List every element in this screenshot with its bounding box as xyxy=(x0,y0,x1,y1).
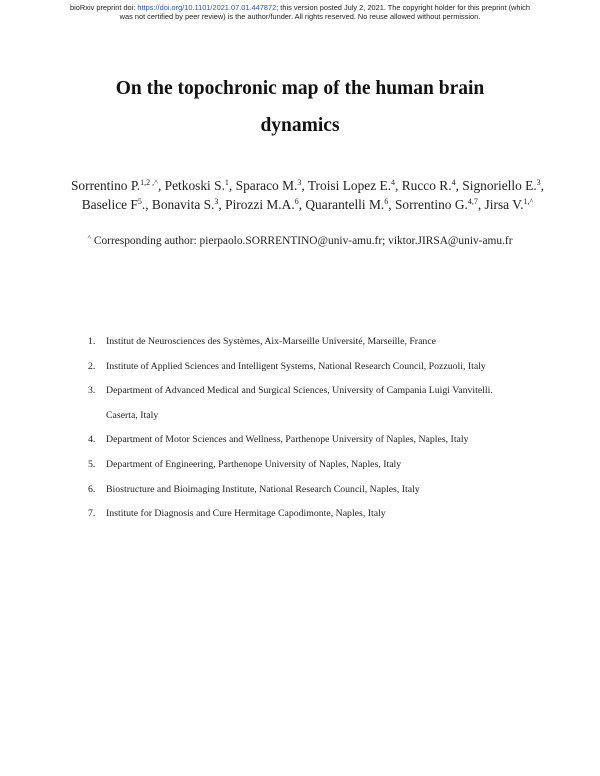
author-name: Signoriello E. xyxy=(462,178,537,193)
affiliation-item xyxy=(88,379,578,428)
affiliation-text: Institut de Neurosciences des Systèmes, Aix-Marseille Université, Marseille, France xyxy=(106,336,437,347)
affiliation-text: Department of Engineering, Parthenope University of Naples, Naples, Italy xyxy=(106,458,402,470)
author-list xyxy=(40,176,575,214)
affiliation-text-cont: Caserta, Italy xyxy=(106,409,159,421)
author-name: Sparaco M. xyxy=(235,178,298,193)
author-name: Sorrentino G. xyxy=(394,197,468,212)
title-line-2: dynamics xyxy=(260,115,340,136)
author-name: Petkoski S. xyxy=(164,178,225,193)
author-affil: 6 xyxy=(294,197,299,206)
author-line-1: Sorrentino P.$^{1,2 ,\^{}}$, Petkoski S.$^1$, Sparaco M.$^3$, Troisi Lopez E.$^4$, Rucco R.$^4$, Signoriello E.$^3$, xyxy=(70,178,545,193)
author-affil: 4,7 xyxy=(467,197,478,206)
corresponding-mark: ^ xyxy=(87,233,92,242)
affiliation-text: Institute for Diagnosis and Cure Hermitage Capodimonte, Naples, Italy xyxy=(106,508,386,520)
author-name: Sorrentino P. xyxy=(70,178,141,193)
affiliation-list xyxy=(88,330,578,527)
author-affil: 3 xyxy=(536,178,541,187)
affiliation-number: 6. xyxy=(88,483,96,495)
banner-suffix: ; this version posted July 2, 2021. The copyright holder for this preprint (which xyxy=(276,3,530,12)
affiliation-number: 2. xyxy=(88,360,96,372)
author-name: Pirozzi M.A. xyxy=(225,197,295,212)
affiliation-text: Biostructure and Bioimaging Institute, National Research Council, Naples, Italy xyxy=(106,483,420,495)
author-affil: 4 xyxy=(391,178,396,187)
banner-line-2: was not certified by peer review) is the author/funder. All rights reserved. No reuse allowed without permission. xyxy=(119,12,481,21)
affiliation-item xyxy=(88,502,578,527)
doi-link[interactable]: https://doi.org/10.1101/2021.07.01.447872 xyxy=(137,3,277,12)
affiliation-number: 4. xyxy=(88,434,96,446)
author-affil: 5 xyxy=(137,197,142,206)
affiliation-item xyxy=(88,330,578,355)
affiliation-item xyxy=(88,453,578,478)
author-name: Jirsa V. xyxy=(484,197,524,212)
author-affil: 4 xyxy=(451,178,456,187)
affiliation-number: 5. xyxy=(88,458,96,470)
affiliation-number: 3. xyxy=(88,385,96,397)
author-affil: 1 xyxy=(224,178,229,187)
corresponding-author xyxy=(0,235,600,247)
corresponding-text: Corresponding author: pierpaolo.SORRENTINO@univ-amu.fr; viktor.JIRSA@univ-amu.fr xyxy=(91,235,513,247)
affiliation-item xyxy=(88,428,578,453)
title-line-1: On the topochronic map of the human brain xyxy=(115,78,485,99)
banner-prefix: bioRxiv preprint doi: xyxy=(70,3,138,12)
author-name: Bonavita S. xyxy=(151,197,215,212)
author-affil: 3 xyxy=(214,197,219,206)
affiliation-text: Department of Advanced Medical and Surgical Sciences, University of Campania Luigi Vanvitelli. xyxy=(106,385,493,397)
affiliation-number: 7. xyxy=(88,508,96,520)
banner-line-1 xyxy=(0,3,600,12)
author-affil: 1,^ xyxy=(523,197,534,206)
author-name: Baselice F xyxy=(81,197,138,212)
author-affil: 3 xyxy=(297,178,302,187)
author-affil: 1,2 ,^ xyxy=(140,178,158,187)
affiliation-item xyxy=(88,478,578,503)
author-name: Quarantelli M. xyxy=(305,197,385,212)
author-affil: 6 xyxy=(384,197,389,206)
author-name: Troisi Lopez E. xyxy=(307,178,392,193)
affiliation-number: 1. xyxy=(88,336,96,347)
affiliation-text: Institute of Applied Sciences and Intelligent Systems, National Research Council, Pozzuoli, Italy xyxy=(106,360,486,372)
affiliation-text: Department of Motor Sciences and Wellness, Parthenope University of Naples, Naples, Italy xyxy=(106,434,469,446)
author-line-2: Baselice $F^5$., Bonavita S.$^3$, Pirozzi M.A.$^6$, Quarantelli M.$^6$, Sorrentino G.$^{4,7}$, Jirsa V.$^{1,\^{}}$ xyxy=(81,197,534,212)
preprint-banner xyxy=(0,3,600,21)
affiliation-item xyxy=(88,355,578,380)
author-name: Rucco R. xyxy=(401,178,452,193)
paper-title xyxy=(60,70,540,144)
